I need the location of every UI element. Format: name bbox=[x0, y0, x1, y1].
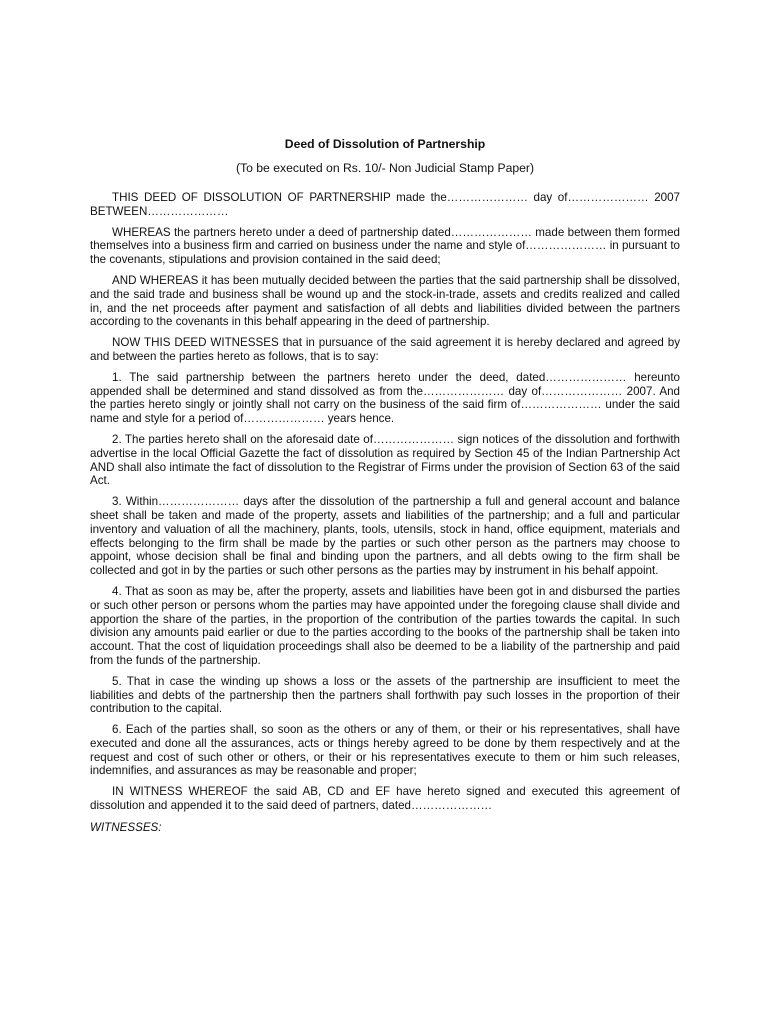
now-this-deed-paragraph: NOW THIS DEED WITNESSES that in pursuance of the said agreement it is hereby declared and agreed by and between the parties hereto as follows, that is to say: bbox=[90, 336, 680, 363]
clause-6-paragraph: 6. Each of the parties shall, so soon as the others or any of them, or their or his representatives, shall have executed and done all the assurances, acts or things hereby agreed to be done by them respectively and at the request and cost of such other or others, or their or his representatives execute to them or him such releases, indemnifies, and assurances as may be reasonable and proper; bbox=[90, 723, 680, 778]
deed-opening-paragraph: THIS DEED OF DISSOLUTION OF PARTNERSHIP made the………………… day of………………… 2007 BETWEEN………………… bbox=[90, 191, 680, 218]
clause-3-paragraph: 3. Within………………… days after the dissolution of the partnership a full and general account and balance sheet shall be taken and made of the property, assets and liabilities of the partnership; and a full and particular inventory and valuation of all the machinery, plants, tools, utensils, stock in hand, office equipment, materials and effects belonging to the firm shall be made by the parties or such other person as the partners may choose to appoint, whose decision shall be final and binding upon the partners, and all debts owing to the firm shall be collected and got in by the parties or such other persons as the parties may by instrument in his behalf appoint. bbox=[90, 495, 680, 578]
clause-2-paragraph: 2. The parties hereto shall on the aforesaid date of………………… sign notices of the dissolution and forthwith advertise in the local Official Gazette the fact of dissolution as required by Section 45 of the Indian Partnership Act AND shall also intimate the fact of dissolution to the Registrar of Firms under the provision of Section 63 of the said Act. bbox=[90, 432, 680, 488]
clause-1-paragraph: 1. The said partnership between the partners hereto under the deed, dated………………… hereunto appended shall be determined and stand dissolved as from the………………… day of………………… 2007. And the parties hereto singly or jointly shall not carry on the business of the said firm of………………… under the said name and style for a period of………………… years hence. bbox=[90, 370, 680, 426]
document-subtitle: (To be executed on Rs. 10/- Non Judicial Stamp Paper) bbox=[235, 161, 535, 175]
document-title: Deed of Dissolution of Partnership bbox=[284, 137, 486, 151]
witnesses-label: WITNESSES: bbox=[90, 820, 162, 834]
whereas-paragraph: WHEREAS the partners hereto under a deed of partnership dated………………… made between them formed themselves into a business firm and carried on business under the name and style of………………… in pursuant to the covenants, stipulations and provision contained in the said deed; bbox=[90, 225, 680, 267]
clause-5-paragraph: 5. That in case the winding up shows a loss or the assets of the partnership are insufficient to meet the liabilities and debts of the partnership then the partners shall forthwith pay such losses in the proportion of their contribution to the capital. bbox=[90, 674, 680, 716]
deed-page bbox=[90, 136, 680, 835]
clause-4-paragraph: 4. That as soon as may be, after the property, assets and liabilities have been got in and disbursed the parties or such other person or persons whom the parties may have appointed under the foregoing clause shall divide and apportion the share of the parties, in the proportion of the contribution of the parties towards the capital. In such division any amounts paid earlier or due to the parties according to the books of the partnership shall be taken into account. That the cost of liquidation proceedings shall also be deemed to be a liability of the partnership and paid from the funds of the partnership. bbox=[90, 584, 680, 667]
and-whereas-paragraph: AND WHEREAS it has been mutually decided between the parties that the said partnership shall be dissolved, and the said trade and business shall be wound up and the stock-in-trade, assets and credits realized and called in, and the net proceeds after payment and satisfaction of all debts and liabilities divided between the partners according to the covenants in this behalf appearing in the deed of partnership. bbox=[90, 273, 680, 329]
in-witness-paragraph: IN WITNESS WHEREOF the said AB, CD and EF have hereto signed and executed this agreement of dissolution and appended it to the said deed of partners, dated………………… bbox=[90, 785, 680, 813]
